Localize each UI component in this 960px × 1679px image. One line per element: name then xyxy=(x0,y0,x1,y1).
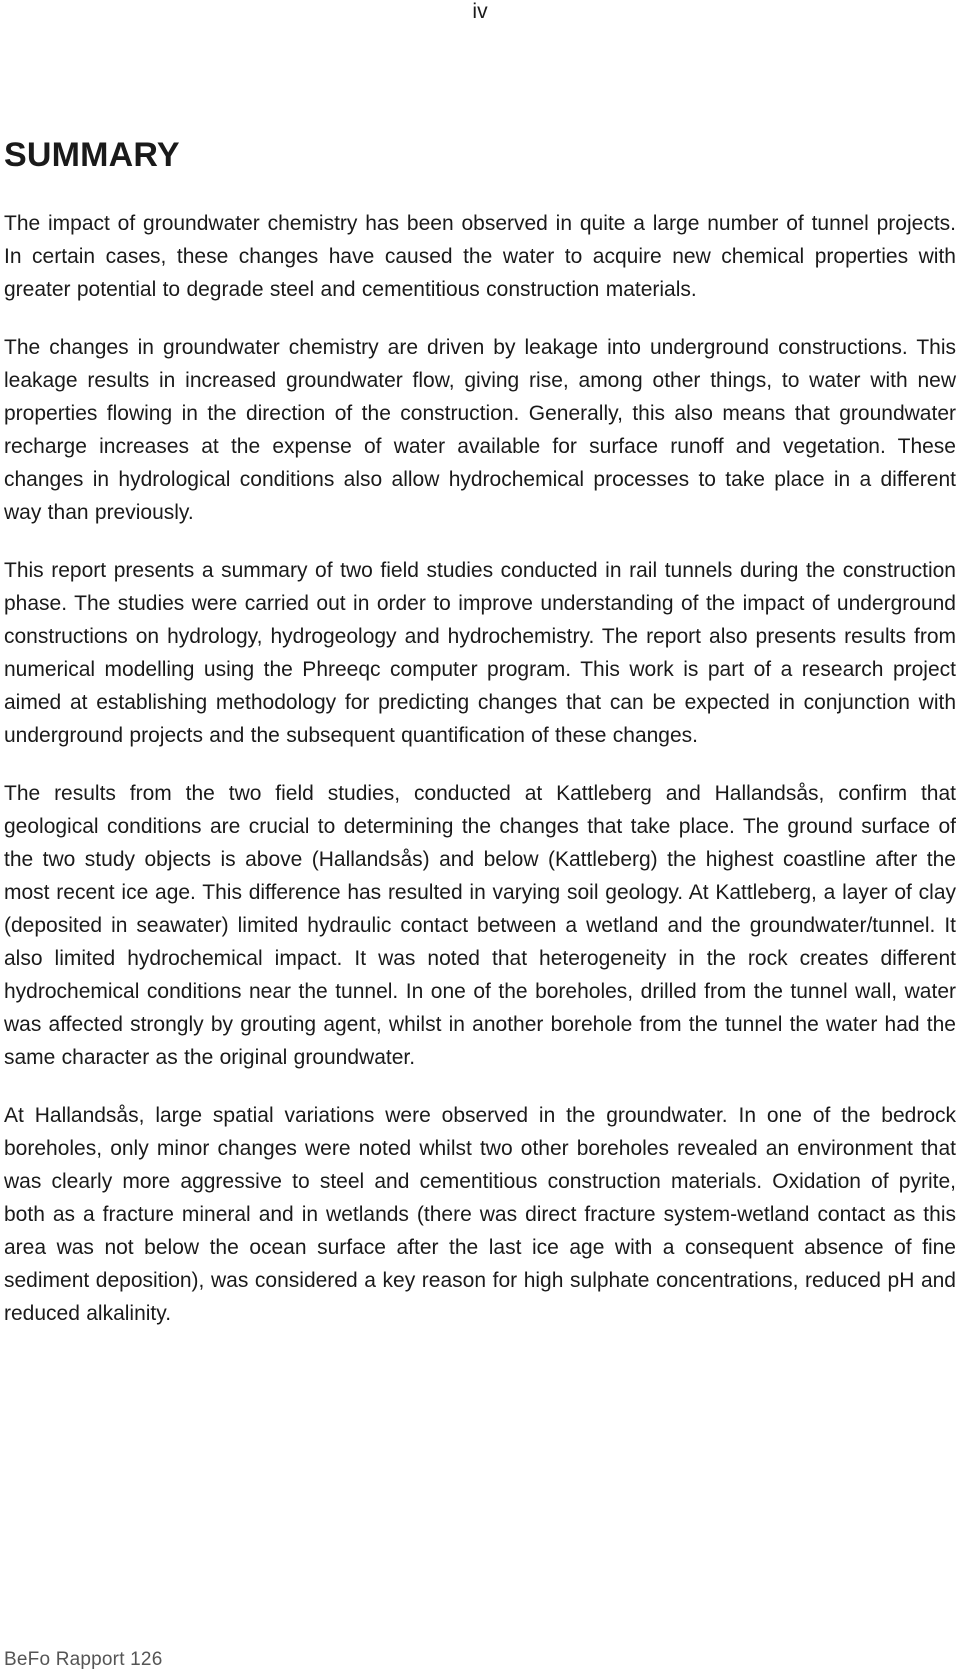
paragraph: The impact of groundwater chemistry has been observed in quite a large number of tunnel projects. In certain cases, these changes have caused the water to acquire new chemical properties with greater potential to degrade steel and cementitious construction materials. xyxy=(4,212,956,301)
paragraph: This report presents a summary of two field studies conducted in rail tunnels during the construction phase. The studies were carried out in order to improve understanding of the impact of underground constructions on hydrology, hydrogeology and hydrochemistry. The report also presents results from numerical modelling using the Phreeqc computer program. This work is part of a research project aimed at establishing methodology for predicting changes that can be expected in conjunction with underground projects and the subsequent quantification of these changes. xyxy=(4,559,956,747)
page-footer: BeFo Rapport 126 xyxy=(4,1649,163,1670)
paragraph: The results from the two field studies, conducted at Kattleberg and Hallandsås, confirm that geological conditions are crucial to determining the changes that take place. The ground surface of the two study objects is above (Hallandsås) and below (Kattleberg) the highest coastline after the most recent ice age. This difference has resulted in varying soil geology. At Kattleberg, a layer of clay (deposited in seawater) limited hydraulic contact between a wetland and the groundwater/tunnel. It also limited hydrochemical impact. It was noted that heterogeneity in the rock creates different hydrochemical conditions near the tunnel. In one of the boreholes, drilled from the tunnel wall, water was affected strongly by grouting agent, whilst in another borehole from the tunnel the water had the same character as the original groundwater. xyxy=(4,782,956,1069)
paragraph: The changes in groundwater chemistry are driven by leakage into underground constructions. This leakage results in increased groundwater flow, giving rise, among other things, to water with new properties flowing in the direction of the construction. Generally, this also means that groundwater recharge increases at the expense of water available for surface runoff and vegetation. These changes in hydrological conditions also allow hydrochemical processes to take place in a different way than previously. xyxy=(4,336,956,524)
summary-body xyxy=(4,207,956,1355)
page-title: SUMMARY xyxy=(4,136,180,174)
paragraph: At Hallandsås, large spatial variations were observed in the groundwater. In one of the bedrock boreholes, only minor changes were noted whilst two other boreholes revealed an environment that was clearly more aggressive to steel and cementitious construction materials. Oxidation of pyrite, both as a fracture mineral and in wetlands (there was direct fracture system-wetland contact as this area was not below the ocean surface after the last ice age with a consequent absence of fine sediment deposition), was considered a key reason for high sulphate concentrations, reduced pH and reduced alkalinity. xyxy=(4,1104,956,1325)
page-number: iv xyxy=(472,0,488,23)
